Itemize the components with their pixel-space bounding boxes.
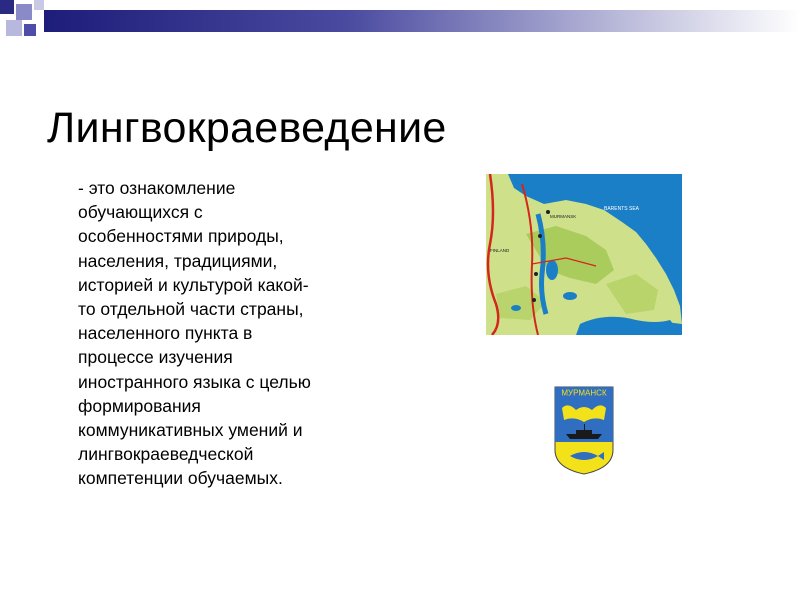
decor-square bbox=[34, 0, 44, 10]
lake bbox=[546, 260, 558, 280]
definition-text: - это ознакомление обучающихся с особенностями природы, населения, традициями, историей и культурой какой- то отдельной части страны, населенного пункта в процессе изучения иностранного языка с целью формирования коммуникативных умений и лингвокраеведческой компетенции обучаемых. bbox=[78, 178, 311, 489]
lake bbox=[511, 305, 521, 311]
decor-square bbox=[16, 4, 32, 20]
decor-square bbox=[24, 24, 36, 36]
header-bar bbox=[0, 0, 800, 44]
sea-label: BARENTS SEA bbox=[604, 206, 640, 212]
kola-peninsula-map bbox=[486, 174, 682, 335]
city-dot bbox=[534, 272, 538, 276]
city-dot bbox=[532, 298, 536, 302]
city-label: MURMANSK bbox=[550, 214, 577, 219]
decor-square bbox=[0, 0, 14, 14]
decor-square bbox=[6, 20, 22, 36]
slide-title: Лингвокраеведение bbox=[47, 104, 447, 152]
country-label: FINLAND bbox=[490, 248, 510, 253]
header-gradient bbox=[44, 10, 800, 32]
lake bbox=[563, 292, 577, 300]
murmansk-coat-of-arms bbox=[554, 386, 614, 475]
city-dot bbox=[538, 234, 542, 238]
crest-label: МУРМАНСК bbox=[561, 388, 607, 398]
